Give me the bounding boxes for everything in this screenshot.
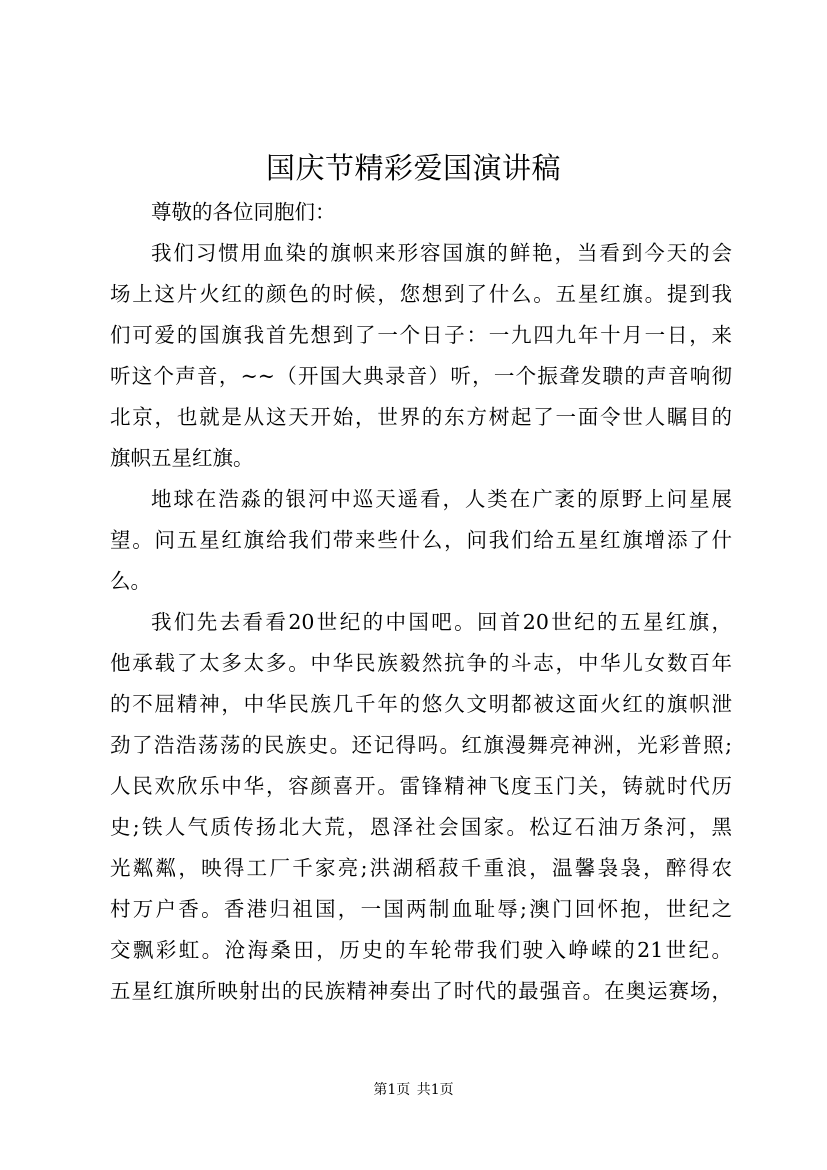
paragraph-line: 我们先去看看20世纪的中国吧。回首20世纪的五星红旗， [151, 610, 732, 634]
page-footer [0, 1080, 827, 1100]
paragraph-line: 村万户香。香港归祖国，一国两制血耻辱;澳门回怀抱，世纪之 [110, 897, 732, 921]
paragraph-line: 史;铁人气质传扬北大荒，恩泽社会国家。松辽石油万条河，黑 [110, 815, 732, 839]
page-number: 第1页 [373, 1082, 411, 1098]
paragraph-line: 五星红旗所映射出的民族精神奏出了时代的最强音。在奥运赛场， [110, 979, 732, 1003]
paragraph-line: 们可爱的国旗我首先想到了一个日子：一九四九年十月一日，来 [110, 323, 732, 347]
paragraph-line: 光粼粼，映得工厂千家亮;洪湖稻菽千重浪，温馨袅袅，醉得农 [110, 856, 732, 880]
paragraph-line: 北京，也就是从这天开始，世界的东方树起了一面令世人瞩目的 [110, 405, 732, 429]
paragraph-3 [110, 602, 732, 1012]
paragraph-line: 地球在浩淼的银河中巡天遥看，人类在广袤的原野上问星展 [151, 487, 732, 511]
paragraph-line: 听这个声音，~~（开国大典录音）听，一个振聋发聩的声音响彻 [110, 364, 732, 388]
paragraph-1 [110, 233, 732, 479]
paragraph-line: 望。问五星红旗给我们带来些什么，问我们给五星红旗增添了什 [110, 528, 732, 552]
paragraph-2 [110, 479, 732, 602]
paragraph-line: 旗帜五星红旗。 [110, 446, 254, 470]
paragraph-line: 么。 [110, 569, 151, 593]
page-total: 共1页 [416, 1082, 454, 1098]
paragraph-line: 劲了浩浩荡荡的民族史。还记得吗。红旗漫舞亮神洲，光彩普照; [110, 733, 732, 757]
paragraph-line: 交飘彩虹。沧海桑田，历史的车轮带我们驶入峥嵘的21世纪。 [110, 938, 732, 962]
paragraph-line: 人民欢欣乐中华，容颜喜开。雷锋精神飞度玉门关，铸就时代历 [110, 774, 732, 798]
document-body [110, 192, 732, 1012]
paragraph-line: 我们习惯用血染的旗帜来形容国旗的鲜艳，当看到今天的会 [151, 241, 732, 265]
paragraph-line: 的不屈精神，中华民族几千年的悠久文明都被这面火红的旗帜泄 [110, 692, 732, 716]
paragraph-line: 场上这片火红的颜色的时候，您想到了什么。五星红旗。提到我 [110, 282, 732, 306]
greeting-line: 尊敬的各位同胞们： [151, 200, 336, 224]
document-title: 国庆节精彩爱国演讲稿 [265, 151, 561, 185]
paragraph-line: 他承载了太多太多。中华民族毅然抗争的斗志，中华儿女数百年 [110, 651, 732, 675]
